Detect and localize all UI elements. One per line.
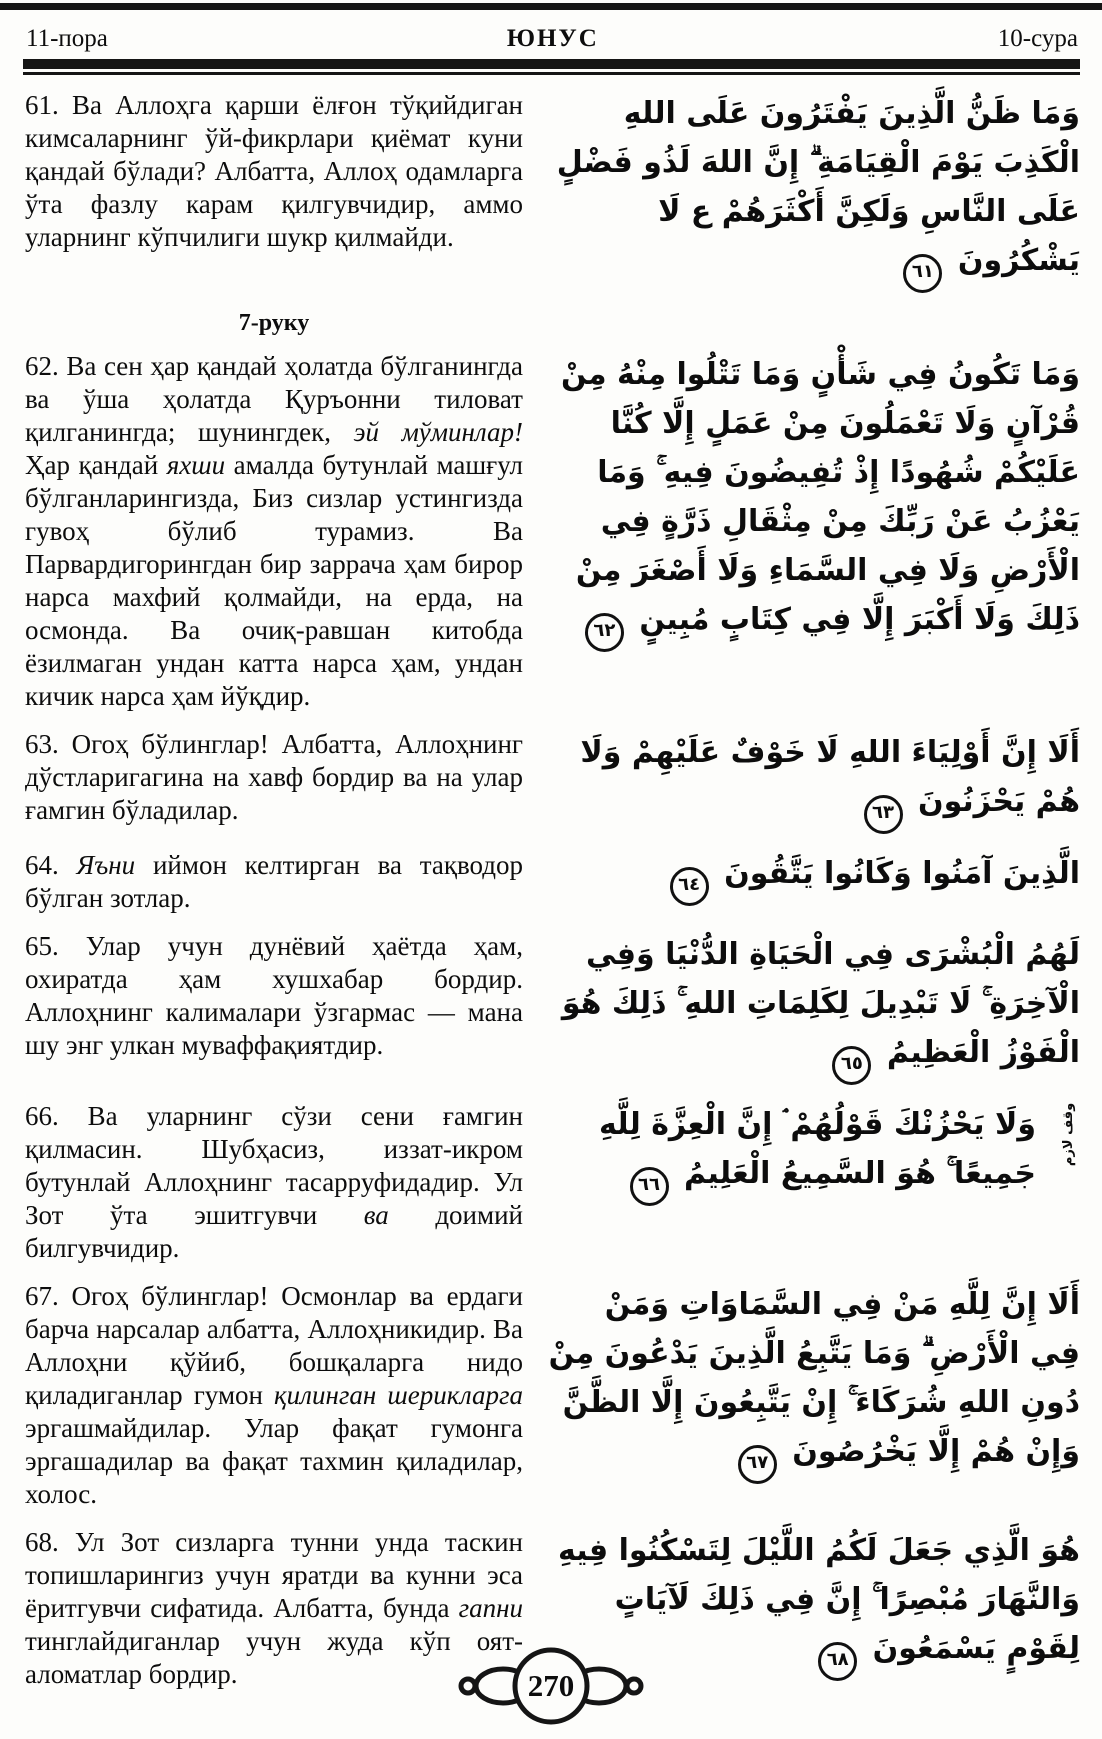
verse-row-61 [25, 89, 1080, 293]
verse-65-arabic [545, 930, 1080, 1085]
verse-62-number-badge: ٦٢ [585, 613, 624, 652]
verse-61-arabic-text: وَمَا ظَنُّ الَّذِينَ يَفْتَرُونَ عَلَى اللهِ الْكَذِبَ يَوْمَ الْقِيَامَةِ ۗ إِنَّ اللهَ لَذُو فَضْلٍ عَلَى النَّاسِ وَلَكِنَّ أَكْثَرَهُمْ ع لَا يَشْكُرُونَ [556, 96, 1080, 278]
verse-65-arabic-text: لَهُمُ الْبُشْرَى فِي الْحَيَاةِ الدُّنْيَا وَفِي الْآخِرَةِ ۚ لَا تَبْدِيلَ لِكَلِمَاتِ اللهِ ۚ ذَلِكَ هُوَ الْفَوْزُ الْعَظِيمُ [561, 937, 1080, 1070]
verse-68-translation: 68. Ул Зот сизларга тунни унда таскин топишларингиз учун яратди ва кунни эса ёритгувчи сифатида. Албатта, бунда гапни тинглайдиганлар учун жуда кўп оят-аломатлар бордир. [25, 1527, 523, 1689]
verse-row-67 [25, 1280, 1080, 1511]
page-footer [0, 1643, 1102, 1729]
verse-row-62 [25, 350, 1080, 713]
verse-row-66 [25, 1100, 1080, 1265]
verse-66-arabic [545, 1100, 1080, 1206]
ruku-heading [25, 308, 523, 338]
verse-63-translation: 63. Огоҳ бўлинглар! Албатта, Аллоҳнинг дўстларигагина на хавф бордир ва на улар ғамгин бўладилар. [25, 729, 523, 825]
verse-61-translation: 61. Ва Аллоҳга қарши ёлғон тўқийдиган кимсаларнинг ўй-фикрлари қиёмат куни қандай бўлади? Албатта, Аллоҳ одамларга ўта фазлу карам қилгувчидир, аммо уларнинг кўпчилиги шукр қилмайди. [25, 90, 523, 252]
verse-66-translation: 66. Ва уларнинг сўзи сени ғамгин қилмасин. Шубҳасиз, иззат-икром бутунлай Аллоҳнинг тасарруфидадир. Ул Зот ўта эшитгувчи ва доимий билгувчидир. [25, 1101, 523, 1263]
ruku-heading-label: 7-руку [238, 310, 310, 336]
verse-67-number-badge: ٦٧ [738, 1445, 777, 1484]
verse-63-arabic [545, 728, 1080, 834]
header-juz-label: 11-пора [26, 25, 108, 52]
header-surah-number: 10-сура [997, 25, 1078, 52]
verse-67-translation: 67. Огоҳ бўлинглар! Осмонлар ва ердаги барча нарсалар албатта, Аллоҳникидир. Ва Аллоҳни қўйиб, бошқаларга нидо қиладиганлар гумон қилинган шерикларга эргашмайдилар. Улар фақат гумонга эргашадилар ва фақат тахмин қиладилар, холос. [25, 1281, 523, 1509]
header-rule-thick [23, 59, 1080, 69]
verse-67-arabic-text: أَلَا إِنَّ لِلَّهِ مَنْ فِي السَّمَاوَاتِ وَمَنْ فِي الْأَرْضِ ۗ وَمَا يَتَّبِعُ الَّذِينَ يَدْعُونَ مِنْ دُونِ اللهِ شُرَكَاءَ ۚ إِنْ يَتَّبِعُونَ إِلَّا الظَّنَّ وَإِنْ هُمْ إِلَّا يَخْرُصُونَ [548, 1287, 1080, 1469]
page-content [0, 75, 1102, 1691]
verse-row-65 [25, 930, 1080, 1085]
verse-63-arabic-text: أَلَا إِنَّ أَوْلِيَاءَ اللهِ لَا خَوْفٌ عَلَيْهِمْ وَلَا هُمْ يَحْزَنُونَ [580, 735, 1080, 819]
verse-64-arabic [545, 849, 1080, 906]
verse-row-63 [25, 728, 1080, 834]
verse-62-arabic-text: وَمَا تَكُونُ فِي شَأْنٍ وَمَا تَتْلُوا مِنْهُ مِنْ قُرْآنٍ وَلَا تَعْمَلُونَ مِنْ عَمَلٍ إِلَّا كُنَّا عَلَيْكُمْ شُهُودًا إِذْ تُفِيضُونَ فِيهِ ۚ وَمَا يَعْزُبُ عَنْ رَبِّكَ مِنْ مِثْقَالِ ذَرَّةٍ فِي الْأَرْضِ وَلَا فِي السَّمَاءِ وَلَا أَصْغَرَ مِنْ ذَلِكَ وَلَا أَكْبَرَ إِلَّا فِي كِتَابٍ مُبِينٍ [560, 357, 1080, 637]
header-surah-title: ЮНУС [506, 25, 599, 52]
waqf-lazim-margin-note: وقف لازم [1060, 1102, 1076, 1167]
verse-68-number-badge: ٦٨ [818, 1642, 857, 1681]
verse-65-translation: 65. Улар учун дунёвий ҳаётда ҳам, охиратда ҳам хушхабар бордир. Аллоҳнинг калималари ўзгармас — мана шу энг улкан муваффақиятдир. [25, 931, 523, 1060]
verse-64-translation: 64. Яъни иймон келтирган ва тақводор бўлган зотлар. [25, 850, 523, 913]
verse-66-number-badge: ٦٦ [630, 1167, 669, 1206]
verse-row-64 [25, 849, 1080, 915]
verse-61-number-badge: ٦١ [903, 254, 942, 293]
verse-64-number-badge: ٦٤ [670, 867, 709, 906]
verse-63-number-badge: ٦٣ [864, 795, 903, 834]
page-number-ornament [451, 1643, 651, 1729]
verse-62-arabic [545, 350, 1080, 652]
top-rule [0, 3, 1102, 10]
verse-67-arabic [545, 1280, 1080, 1484]
verse-62-translation: 62. Ва сен ҳар қандай ҳолатда бўлганингда ва ўша ҳолатда Қуръонни тиловат қилганингда; шунингдек, эй мўминлар! Ҳар қандай яхши амалда бутунлай машғул бўлганларингизда, Биз сизлар устингизда гувоҳ бўлиб турамиз. Ва Парвардигорингдан бир заррача ҳам бирор нарса махфий қолмайди, на ерда, на осмонда. Ва очиқ-равшан китобда ёзилмаган ундан катта нарса ҳам, ундан кичик нарса ҳам йўқдир. [25, 351, 524, 711]
verse-65-number-badge: ٦٥ [832, 1046, 871, 1085]
verse-66-arabic-text: وَلَا يَحْزُنْكَ قَوْلُهُمْ ۘ إِنَّ الْعِزَّةَ لِلَّهِ جَمِيعًا ۚ هُوَ السَّمِيعُ الْعَلِيمُ [599, 1107, 1036, 1191]
verse-68-arabic-text: هُوَ الَّذِي جَعَلَ لَكُمُ اللَّيْلَ لِتَسْكُنُوا فِيهِ وَالنَّهَارَ مُبْصِرًا ۚ إِنَّ فِي ذَلِكَ لَآيَاتٍ لِقَوْمٍ يَسْمَعُونَ [558, 1533, 1080, 1666]
page-number: 270 [527, 1668, 575, 1703]
verse-64-arabic-text: الَّذِينَ آمَنُوا وَكَانُوا يَتَّقُونَ [724, 856, 1080, 891]
verse-61-arabic [545, 89, 1080, 293]
